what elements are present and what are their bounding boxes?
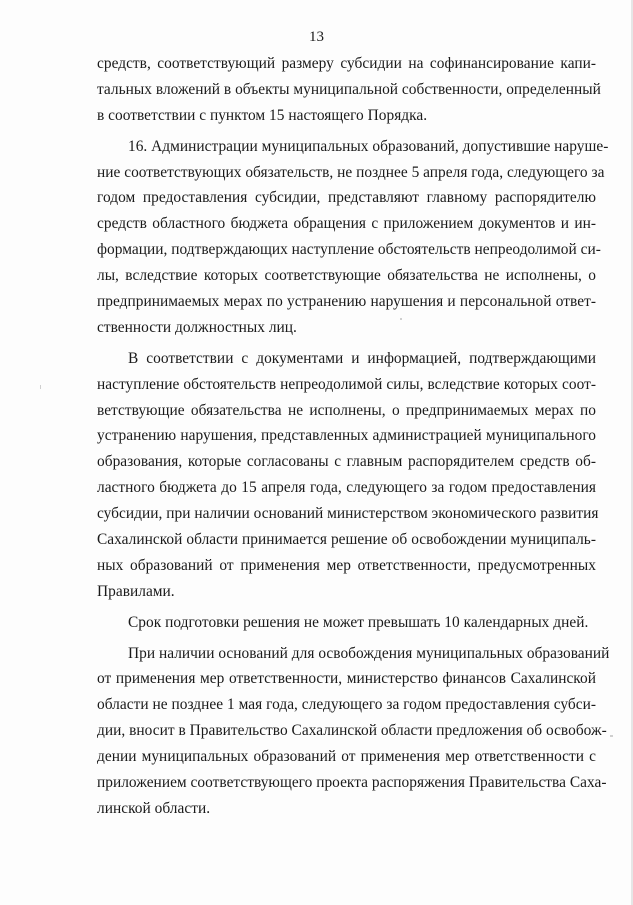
text-line: наступление обстоятельств непреодолимой силы, вследствие которых соот-	[97, 375, 596, 393]
scan-speck	[40, 385, 41, 389]
text-line: Сахалинской области принимается решение об освобождении муниципаль-	[97, 531, 596, 549]
scan-speck	[610, 735, 613, 737]
text-line: средств, соответствующий размеру субсидии на софинансирование капи-	[97, 55, 596, 72]
text-line: области не позднее 1 мая года, следующего за годом предоставления субси-	[97, 696, 596, 714]
text-line: в соответствии с пунктом 15 настоящего Порядка.	[97, 106, 428, 124]
text-line: ветствующие обязательства не исполнены, о предпринимаемых мерах по	[97, 401, 596, 419]
text-line: 16. Администрации муниципальных образований, допустившие наруше-	[128, 137, 609, 155]
text-line: устранению нарушения, представленных администрацией муниципального	[97, 427, 596, 445]
text-line: годом предоставления субсидии, представляют главному распорядителю	[97, 189, 596, 207]
text-line: тальных вложений в объекты муниципальной собственности, определенный	[97, 80, 601, 98]
text-line: Срок подготовки решения не может превышать 10 календарных дней.	[128, 613, 589, 631]
paragraph-2	[97, 134, 609, 341]
text-line: линской области.	[97, 799, 211, 817]
text-line: дии, вносит в Правительство Сахалинской области предложения об освобож-	[97, 722, 607, 740]
text-line: формации, подтверждающих наступление обстоятельств непреодолимой си-	[97, 241, 601, 259]
page-number: 13	[309, 29, 324, 45]
text-line: ственности должностных лиц.	[97, 318, 297, 336]
text-line: Правилами.	[97, 582, 175, 600]
text-line: ных образований от применения мер ответственности, предусмотренных	[97, 556, 596, 574]
text-line: При наличии оснований для освобождения муниципальных образований	[128, 644, 610, 662]
text-line: образования, которые согласованы с главным распорядителем средств об-	[97, 453, 596, 471]
text-line: от применения мер ответственности, министерство финансов Сахалинской	[97, 670, 596, 688]
text-line: лы, вследствие которых соответствующие обязательства не исполнены, о	[97, 267, 596, 285]
paragraph-4	[97, 610, 596, 636]
text-line: приложением соответствующего проекта распоряжения Правительства Саха-	[97, 774, 607, 792]
text-line: дении муниципальных образований от применения мер ответственности с	[97, 748, 596, 766]
text-line: предпринимаемых мерах по устранению нарушения и персональной ответ-	[97, 293, 596, 311]
paragraph-5	[97, 641, 610, 822]
text-line: средств областного бюджета обращения с приложением документов и ин-	[97, 215, 596, 233]
paragraph-1	[97, 51, 601, 129]
paragraph-3	[97, 346, 599, 605]
scan-speck	[400, 318, 402, 320]
text-line: В соответствии с документами и информацией, подтверждающими	[128, 349, 596, 367]
document-body	[97, 51, 610, 822]
text-line: ние соответствующих обязательств, не позднее 5 апреля года, следующего за	[97, 163, 605, 181]
text-line: субсидии, при наличии оснований министерством экономического развития	[97, 505, 599, 523]
text-line: ластного бюджета до 15 апреля года, следующего за годом предоставления	[97, 479, 596, 497]
